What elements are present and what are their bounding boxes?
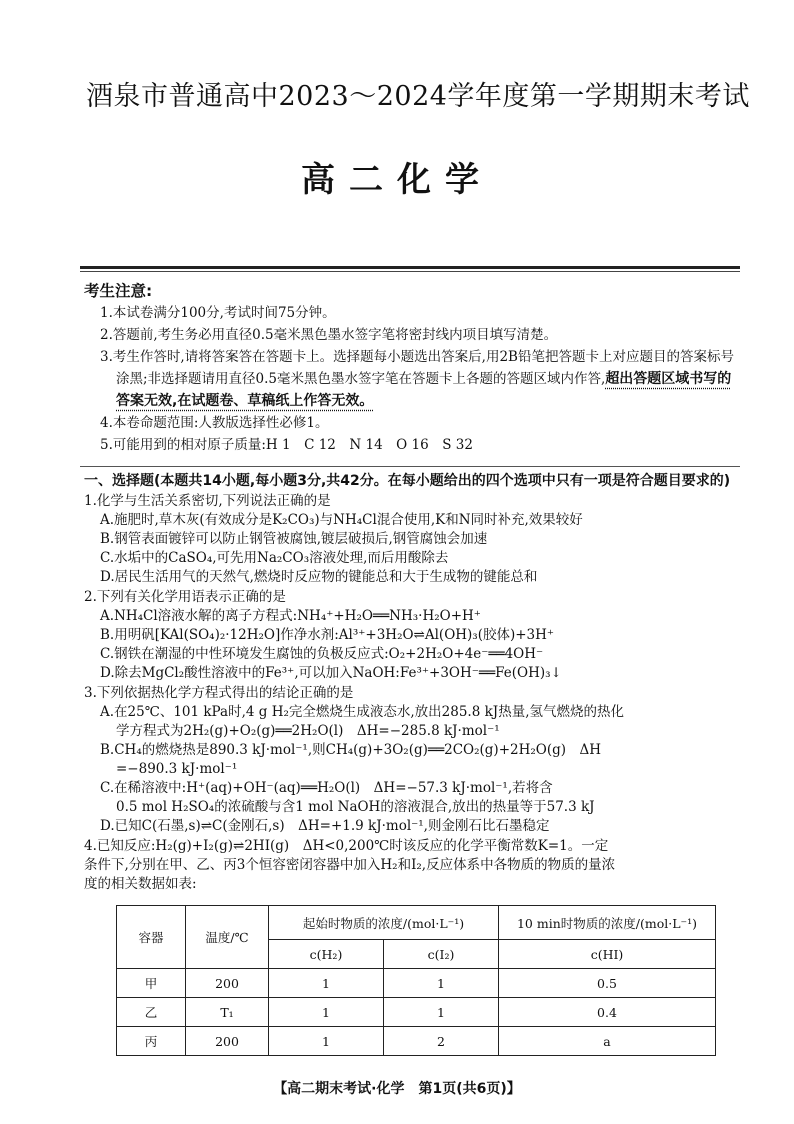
q3-option-a-line1: A.在25℃、101 kPa时,4 g H₂完全燃烧生成液态水,放出285.8 kJ热量,氢气燃烧的热化 <box>100 704 624 720</box>
th-container: 容器 <box>117 906 186 969</box>
header-rule-thick <box>80 266 740 269</box>
cell-temp: 200 <box>186 969 269 998</box>
notice-item-3-text: 3.考生作答时,请将答案答在答题卡上。选择题每小题选出答案后,用2B铅笔把答题卡上对应题目的答案标号涂黑;非选择题请用直径0.5毫米黑色墨水签字笔在答题卡上各题的答题区域内作答, <box>100 349 734 387</box>
q2-option-c: C.钢铁在潮湿的中性环境发生腐蚀的负极反应式:O₂+2H₂O+4e⁻══4OH⁻ <box>100 646 544 662</box>
cell-container: 乙 <box>117 998 186 1027</box>
notice-item-4: 4.本卷命题范围:人教版选择性必修1。 <box>100 415 329 431</box>
q3-stem: 3.下列依据热化学方程式得出的结论正确的是 <box>84 685 354 701</box>
cell-c-i2: 2 <box>384 1027 499 1056</box>
table-row <box>117 1027 716 1056</box>
q2-stem: 2.下列有关化学用语表示正确的是 <box>84 589 286 605</box>
cell-c-h2: 1 <box>269 1027 384 1056</box>
q1-option-c: C.水垢中的CaSO₄,可先用Na₂CO₃溶液处理,而后用酸除去 <box>100 550 449 566</box>
q1-option-d: D.居民生活用气的天然气,燃烧时反应物的键能总和大于生成物的键能总和 <box>100 569 538 585</box>
cell-temp: T₁ <box>186 998 269 1027</box>
notice-item-1: 1.本试卷满分100分,考试时间75分钟。 <box>100 305 336 321</box>
q2-option-b: B.用明矾[KAl(SO₄)₂·12H₂O]作净水剂:Al³⁺+3H₂O⇌Al(OH)₃(胶体)+3H⁺ <box>100 627 555 643</box>
section-1-heading: 一、选择题(本题共14小题,每小题3分,共42分。在每小题给出的四个选项中只有一项是符合题目要求的) <box>84 473 731 489</box>
cell-c-hi: 0.5 <box>499 969 716 998</box>
q3-option-a-line2: 学方程式为2H₂(g)+O₂(g)══2H₂O(l) ΔH=−285.8 kJ·mol⁻¹ <box>116 723 500 739</box>
notice-item-3 <box>84 346 740 412</box>
exam-title: 酒泉市普通高中2023～2024学年度第一学期期末考试 <box>86 81 750 112</box>
table-row <box>117 998 716 1027</box>
notice-block <box>84 280 740 456</box>
header-rule-thin <box>80 271 740 272</box>
th-c-hi: c(HI) <box>499 940 716 969</box>
q3-option-c-line1: C.在稀溶液中:H⁺(aq)+OH⁻(aq)══H₂O(l) ΔH=−57.3 kJ·mol⁻¹,若将含 <box>100 780 553 796</box>
th-temp: 温度/℃ <box>186 906 269 969</box>
questions-block <box>84 472 744 894</box>
q3-option-b-line2: =−890.3 kJ·mol⁻¹ <box>116 761 238 777</box>
table-row <box>117 969 716 998</box>
q1-stem: 1.化学与生活关系密切,下列说法正确的是 <box>84 493 331 509</box>
page-footer: 【高二期末考试·化学 第1页(共6页)】 <box>273 1081 521 1097</box>
notice-item-3-warning: 超出答题区域书写的答案无效,在试题卷、草稿纸上作答无效。 <box>116 371 732 409</box>
th-initial: 起始时物质的浓度/(mol·L⁻¹) <box>269 906 499 940</box>
th-10min: 10 min时物质的浓度/(mol·L⁻¹) <box>499 906 716 940</box>
notice-item-5: 5.可能用到的相对原子质量:H 1 C 12 N 14 O 16 S 32 <box>100 437 473 453</box>
th-c-h2: c(H₂) <box>269 940 384 969</box>
q2-option-d: D.除去MgCl₂酸性溶液中的Fe³⁺,可以加入NaOH:Fe³⁺+3OH⁻══Fe(OH)₃↓ <box>100 665 562 681</box>
cell-container: 丙 <box>117 1027 186 1056</box>
q4-stem-line2: 条件下,分别在甲、乙、丙3个恒容密闭容器中加入H₂和I₂,反应体系中各物质的物质的量浓 <box>84 857 616 873</box>
q4-stem-line1: 4.已知反应:H₂(g)+I₂(g)⇌2HI(g) ΔH<0,200℃时该反应的化学平衡常数K=1。一定 <box>84 838 609 854</box>
cell-c-i2: 1 <box>384 969 499 998</box>
q3-option-c-line2: 0.5 mol H₂SO₄的浓硫酸与含1 mol NaOH的溶液混合,放出的热量等于57.3 kJ <box>116 799 595 815</box>
table-header-row-1 <box>117 906 716 940</box>
cell-c-h2: 1 <box>269 998 384 1027</box>
notice-heading: 考生注意: <box>84 282 153 300</box>
cell-container: 甲 <box>117 969 186 998</box>
cell-c-hi: a <box>499 1027 716 1056</box>
q1-option-b: B.钢管表面镀锌可以防止钢管被腐蚀,镀层破损后,钢管腐蚀会加速 <box>100 531 488 547</box>
section-separator <box>80 466 740 467</box>
cell-c-h2: 1 <box>269 969 384 998</box>
q3-option-d: D.已知C(石墨,s)⇌C(金刚石,s) ΔH=+1.9 kJ·mol⁻¹,则金刚石比石墨稳定 <box>100 818 550 834</box>
q4-stem-line3: 度的相关数据如表: <box>84 876 197 892</box>
cell-c-hi: 0.4 <box>499 998 716 1027</box>
cell-c-i2: 1 <box>384 998 499 1027</box>
th-c-i2: c(I₂) <box>384 940 499 969</box>
q3-option-b-line1: B.CH₄的燃烧热是890.3 kJ·mol⁻¹,则CH₄(g)+3O₂(g)══2CO₂(g)+2H₂O(g) ΔH <box>100 742 602 758</box>
q1-option-a: A.施肥时,草木灰(有效成分是K₂CO₃)与NH₄Cl混合使用,K和N同时补充,效果较好 <box>100 512 583 528</box>
notice-item-2: 2.答题前,考生务必用直径0.5毫米黑色墨水签字笔将密封线内项目填写清楚。 <box>100 327 558 343</box>
subject-title: 高二化学 <box>301 160 493 200</box>
concentration-table <box>116 905 716 1056</box>
cell-temp: 200 <box>186 1027 269 1056</box>
q2-option-a: A.NH₄Cl溶液水解的离子方程式:NH₄⁺+H₂O══NH₃·H₂O+H⁺ <box>100 608 481 624</box>
